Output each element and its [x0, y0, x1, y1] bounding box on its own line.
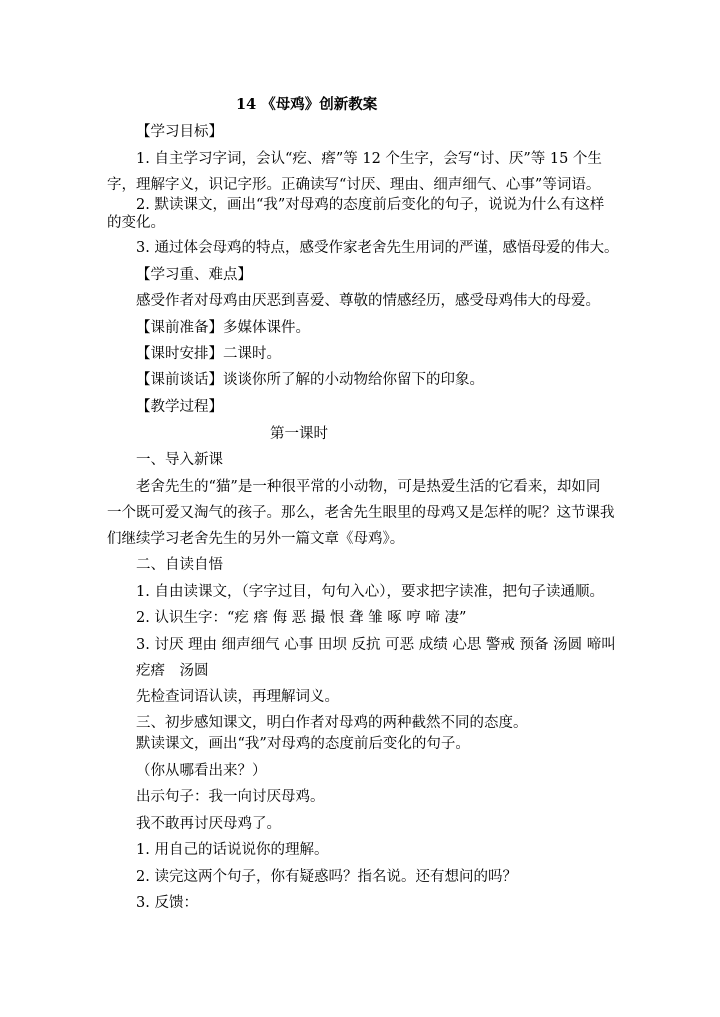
- paragraph-line: 们继续学习老舍先生的另外一篇文章《母鸡》。: [107, 531, 405, 547]
- paragraph-line: 老舍先生的“猫”是一种很平常的小动物，可是热爱生活的它看来，却如同: [136, 479, 601, 495]
- paragraph-line: 一个既可爱又淘气的孩子。那么，老舍先生眼里的母鸡又是怎样的呢？这节课我: [107, 505, 615, 521]
- section-heading-process: 【教学过程】: [136, 399, 223, 415]
- paragraph-line: 2. 读完这两个句子，你有疑惑吗？指名说。还有想问的吗？: [136, 869, 517, 885]
- section-heading-talk: 【课前谈话】谈谈你所了解的小动物给你留下的印象。: [136, 372, 484, 388]
- paragraph-line: 感受作者对母鸡由厌恶到喜爱、尊敬的情感经历，感受母鸡伟大的母爱。: [136, 293, 600, 309]
- paragraph-line: 出示句子：我一向讨厌母鸡。: [136, 789, 325, 805]
- paragraph-line: 3. 讨厌 理由 细声细气 心事 田坝 反抗 可恶 成绩 心思 警戒 预备 汤圆 啼叫: [136, 637, 616, 653]
- lesson-heading: 第一课时: [270, 426, 328, 442]
- section-heading-preparation: 【课前准备】多媒体课件。: [136, 320, 310, 336]
- document-title: 14 《母鸡》创新教案: [236, 96, 378, 113]
- paragraph-line: 我不敢再讨厌母鸡了。: [136, 816, 281, 832]
- paragraph-line: 的变化。: [107, 215, 165, 231]
- paragraph-line: （你从哪看出来？）: [136, 763, 267, 779]
- paragraph-line: 2. 默读课文，画出“我”对母鸡的态度前后变化的句子，说说为什么有这样: [136, 197, 605, 213]
- subsection-heading: 三、初步感知课文，明白作者对母鸡的两种截然不同的态度。: [136, 715, 528, 731]
- paragraph-line: 字，理解字义，识记字形。正确读写“讨厌、理由、细声细气、心事”等词语。: [107, 177, 601, 193]
- section-heading-schedule: 【课时安排】二课时。: [136, 346, 281, 362]
- paragraph-line: 1. 自由读课文，（字字过目，句句入心），要求把字读准，把句子读通顺。: [136, 584, 604, 600]
- paragraph-line: 2. 认识生字：“疙 瘩 侮 恶 撮 恨 聋 雏 啄 哼 啼 凄”: [136, 610, 467, 626]
- paragraph-line: 1. 自主学习字词，会认“疙、瘩”等 12 个生字，会写“讨、厌”等 15 个生: [136, 151, 602, 167]
- paragraph-line: 默读课文，画出“我”对母鸡的态度前后变化的句子。: [136, 736, 470, 752]
- paragraph-line: 先检查词语认读，再理解词义。: [136, 689, 339, 705]
- subsection-heading: 一、导入新课: [136, 452, 223, 468]
- subsection-heading: 二、自读自悟: [136, 557, 223, 573]
- paragraph-line: 疙瘩 汤圆: [136, 663, 209, 679]
- paragraph-line: 1. 用自己的话说说你的理解。: [136, 842, 329, 858]
- paragraph-line: 3. 通过体会母鸡的特点，感受作家老舍先生用词的严谨，感悟母爱的伟大。: [136, 240, 619, 256]
- section-heading-objectives: 【学习目标】: [136, 124, 223, 140]
- paragraph-line: 3. 反馈：: [136, 895, 198, 911]
- section-heading-key-points: 【学习重、难点】: [136, 267, 252, 283]
